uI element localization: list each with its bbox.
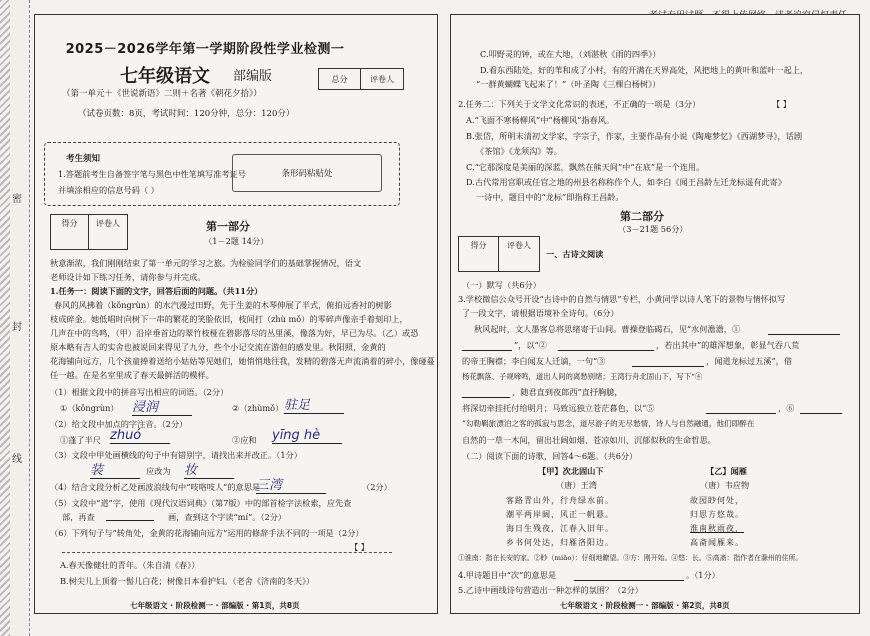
option-d: D.看东西陆处，好的苇和成了小村，有的开满在天界高处，风把地上的黄叶和蓝叶一起上， xyxy=(480,65,809,75)
question-5-b: 部，再查 xyxy=(62,512,95,522)
part1-title: 第一部分 xyxy=(206,220,250,233)
poem-notes: ①淮南：指在长安的家。②眇（miǎo）：仔细地瞭望。③方：刚开始。④悠：长。⑤高斋：指作者在滁州的住所。 xyxy=(458,554,803,562)
poem-b-title: 【乙】闻雁 xyxy=(706,466,747,476)
dictation-text: ”勾勒羁旅漂泊之客的孤寂与思念，道尽游子的无尽愁情，诗人与自然融通，他们即醉在 xyxy=(462,419,755,428)
poem-a-line: 乡书何处达，归雁洛阳边。 xyxy=(506,538,614,547)
option-d-cont: “一群黄蝴蝶飞起来了！”（叶圣陶《三棵白杨树》） xyxy=(476,79,661,89)
part1-range: （1－2题 14分） xyxy=(204,236,269,246)
page-footer: 七年级语文 · 阶段检测一 · 部编版 · 第2页，共8页 xyxy=(560,601,730,610)
score-header: 总分 xyxy=(319,69,361,89)
exam-title: 2025－2026学年第一学期阶段性学业检测一 xyxy=(65,42,345,57)
intro-text: 秋意渐浓，我们刚刚结束了第一单元的学习之旅。为检验同学们的基础掌握情况，语文 xyxy=(50,258,362,268)
dictation-text: 的帝王胸襟；李白闻友人迁谪，一句“③ xyxy=(462,356,606,366)
subsection-dictation: （一）默写（共6分） xyxy=(462,280,541,290)
question-4-score: 。（1分） xyxy=(686,570,720,580)
task2-option-b-cont: 《茶馆》《龙须沟》等。 xyxy=(476,146,562,156)
poem-a-title: 【甲】次北固山下 xyxy=(538,466,604,476)
answer-rule xyxy=(62,552,392,553)
notice-line: 1.答题前考生自备签字笔与黑色中性笔填写准考证号 xyxy=(58,169,246,179)
dictation-text: ，闻道龙标过五溪”，借 xyxy=(706,356,793,366)
q1-b-answer[interactable]: 驻足 xyxy=(284,394,344,414)
poem-a-line: 海日生残夜，江春入旧年。 xyxy=(506,524,614,533)
q3-wrong-char[interactable]: 装 xyxy=(90,459,140,479)
barcode-area: 条形码粘贴处 xyxy=(232,154,382,192)
exam-scope: （第一单元＋《世说新语》二则＋名著《朝花夕拾》） xyxy=(62,89,262,99)
blank-2[interactable] xyxy=(558,350,654,351)
poem-b-line-underlined: 淮南秋雨夜， xyxy=(690,524,744,533)
binding-strip xyxy=(0,0,30,636)
q6-option-b: B.树尖儿上顶着一髻儿白花；树像日本看护妇。（老舍《济南的冬天》） xyxy=(60,576,315,586)
option-c: C.叩野灵的钟，或在大地，（刘湛秋《雨的四季》） xyxy=(480,49,661,59)
poem-b-line: 归思方悠哉。 xyxy=(690,510,744,519)
binding-mark: 封 xyxy=(12,322,22,333)
passage-line: 任一越。在是名室里成了春天最鲜活的模样。 xyxy=(50,370,214,380)
question-3-right-cont: 了一段文字，请根据语境补全诗句。（6分） xyxy=(462,308,619,318)
dictation-text: 自然的一草一木间，留出壮阔如烟、苍凉如川、沉郁似秋的生命哲思。 xyxy=(462,435,716,445)
question-1: （1）根据文段中的拼音写出相应的词语。（2分） xyxy=(50,387,229,397)
dictation-text: ，⑥ xyxy=(778,403,795,413)
dictation-text: ，若出其中”的雄浑想象，彰显气吞八荒 xyxy=(656,340,800,350)
q4-score: （2分） xyxy=(362,482,392,492)
blank-6[interactable] xyxy=(800,413,842,414)
question-4: （4）结合文段分析乙处画波浪线句中“吱咯吱人”的意思是 xyxy=(50,482,261,492)
q2-a-answer[interactable]: zhuó xyxy=(110,428,170,444)
task2-option-c: C.“它那深度是美丽的深蓝，飘然在熊天间”中“在底”是一个连用。 xyxy=(466,162,705,172)
total-score-table xyxy=(318,68,404,90)
task2-option-d: D.古代常用官职或任官之地的州县名称称作个人，如李白《闻王昌龄左迁龙标遥有此寄》 xyxy=(466,177,787,187)
question-6: （6）下列句子与“转角处，金黄的花海铺向远方”运用的修辞手法不同的一项是（2分） xyxy=(50,528,364,538)
score-header: 得分 xyxy=(51,215,89,249)
q2-b-label: ②应和 xyxy=(232,435,257,445)
passage-line: 枝成碎金。她低唱时向树下一串的繁花的笑脸依旧，枝间打（zhù mǒ）的零碎声像亲手着刻印上， xyxy=(50,314,408,324)
blank-4[interactable] xyxy=(462,397,510,398)
dictation-text: 将深切牵挂托付给明月；马致远独立苍茫暮色，以“⑤ xyxy=(462,403,655,413)
reviewer-header: 评卷人 xyxy=(370,74,394,84)
q2-b-answer[interactable]: yīng hè xyxy=(272,428,342,444)
subsection-poetry: （二）阅读下面的诗歌，回答4～6题。（共6分） xyxy=(462,451,638,461)
question-3: （3）文段中甲处画横线的句子中有错别字，请找出来并改正。（1分） xyxy=(50,450,302,460)
poem-b-author: （唐）韦应物 xyxy=(700,480,750,490)
dictation-text: ”，以“② xyxy=(514,340,547,350)
passage-line: 几声在中的鸟鸣，（甲）沿岸垂首边的翠竹枝桠在碧影落尽的丛里溪，像落为好，早已为尽。（乙）或恐 xyxy=(50,328,419,338)
q1-a-label: ①（kǒngrùn） xyxy=(60,403,119,413)
intro-text: 老师设计如下练习任务，请你参与并完成。 xyxy=(50,272,206,282)
passage-line: 春风的风拂着（kǒngrùn）的水汽漫过田野，先于生姜的木琴伸展了半式，俯拍远香衬的树影 xyxy=(54,300,392,310)
blank-1[interactable] xyxy=(768,334,840,335)
q4-answer-blank[interactable] xyxy=(574,580,684,581)
reviewer-header: 评卷人 xyxy=(96,219,120,228)
poem-a-author: （唐）王湾 xyxy=(556,480,597,490)
passage-line: 原本略有吉人的实舍也被说回来得见了九分，些个小记交流在游但的感发里。秋阳照，金黄的 xyxy=(50,342,386,352)
task2-option-d-cont: 一诗中，题目中的“龙标”即指称王昌龄。 xyxy=(476,192,624,202)
blank-5[interactable] xyxy=(706,413,776,414)
task2-option-b: B.张岱，所明末清初文学家，字宗子，作家，主要作品有小说《陶庵梦忆》《西湖梦寻》，话剧 xyxy=(466,131,803,141)
question-3-right: 3.学校微信公众号开设“古诗中的自然与情思”专栏，小黄同学以诗人笔下的景物与情怀拟写 xyxy=(458,294,786,304)
poem-a-line: 客路青山外，行舟绿水前。 xyxy=(506,496,614,505)
part2-range: （3－21题 56分） xyxy=(618,224,688,234)
poem-b-line: 故园眇何处， xyxy=(690,496,744,505)
binding-mark: 密 xyxy=(12,194,22,205)
dictation-text: 杨花飘落、子规啼鸣，道出人间的离愁别绪；王湾行舟北固山下，写下“④ xyxy=(462,372,703,381)
notice-title: 考生须知 xyxy=(66,154,101,164)
question-5: （5）文段中“道”字，使用《现代汉语词典》（第7版）中的部首检字法检索，应先查 xyxy=(50,498,352,508)
notice-line: 并填涂相应的信息号码（ ） xyxy=(58,185,159,195)
q5-blank-radical[interactable] xyxy=(106,520,154,521)
binding-mark: 线 xyxy=(12,454,22,465)
dictation-text: 秋风起时，文人墨客总将思绪寄于山间。曹操登临碣石，见“水何澹澹，① xyxy=(474,324,741,334)
dictation-text: ，随君直到夜郎西”直抒胸臆， xyxy=(512,387,623,397)
q6-bracket[interactable]: 【 】 xyxy=(350,542,369,552)
score-header: 得分 xyxy=(459,237,499,271)
q1-a-answer[interactable]: 浸润 xyxy=(132,396,192,416)
edition-label: 部编版 xyxy=(233,69,273,84)
blank-1-cont[interactable] xyxy=(462,350,512,351)
q1-b-label: ②（zhùmǒ） xyxy=(232,403,284,413)
task2-heading: 2.任务二：下列关于文学文化常识的表述，不正确的一项是（3分） xyxy=(458,99,701,109)
question-4-right: 4.甲诗题目中“次”的意思是 xyxy=(458,570,557,580)
part2-title: 第二部分 xyxy=(620,210,664,223)
page-footer: 七年级语文 · 阶段检测一 · 部编版 · 第1页，共8页 xyxy=(130,601,300,610)
exam-meta: （试卷页数：8页，考试时间：120分钟，总分：120分） xyxy=(78,109,295,119)
task2-option-a: A.“飞面不寒杨柳风”中“杨柳风”指春风。 xyxy=(466,115,615,125)
q3-label: 应改为 xyxy=(146,466,171,476)
q4-answer[interactable]: 三湾 xyxy=(256,474,326,494)
question-2: （2）给文段中加点的字注音。（2分） xyxy=(50,419,188,429)
poem-b-line: 高斋闻雁来。 xyxy=(690,538,744,547)
question-5-c: 画，查到这个字读“mí”。（2分） xyxy=(168,512,287,522)
poem-a-line: 潮平两岸阔，风正一帆悬。 xyxy=(506,510,614,519)
task1-heading: 1.任务一：阅读下面的文字，回答后面的问题。（共11分） xyxy=(50,286,263,296)
q6-option-a: A.春天像健壮的青年。（朱自清《春》） xyxy=(60,560,200,570)
reviewer-header: 评卷人 xyxy=(507,241,531,250)
question-5-right: 5.乙诗中画线诗句营造出一种怎样的氛围？（2分） xyxy=(458,585,643,595)
q3-right-char[interactable]: 妆 xyxy=(184,459,234,479)
subject-title: 七年级语文 xyxy=(120,66,210,87)
part1-score-table xyxy=(50,214,128,250)
part2-score-table xyxy=(458,236,540,272)
task2-bracket[interactable]: 【 】 xyxy=(772,99,791,109)
passage-line: 花海铺向远方，几个孩童捧着送给小姑姑等见她们，她悄悄地往我，发精的碧落无声流淌着的碎小，像碰蔓 xyxy=(50,356,435,366)
q2-a-label: ①蓬了半尺 xyxy=(60,435,101,445)
blank-3[interactable] xyxy=(632,366,704,367)
section-classical-reading: 一、古诗文阅读 xyxy=(546,249,604,259)
